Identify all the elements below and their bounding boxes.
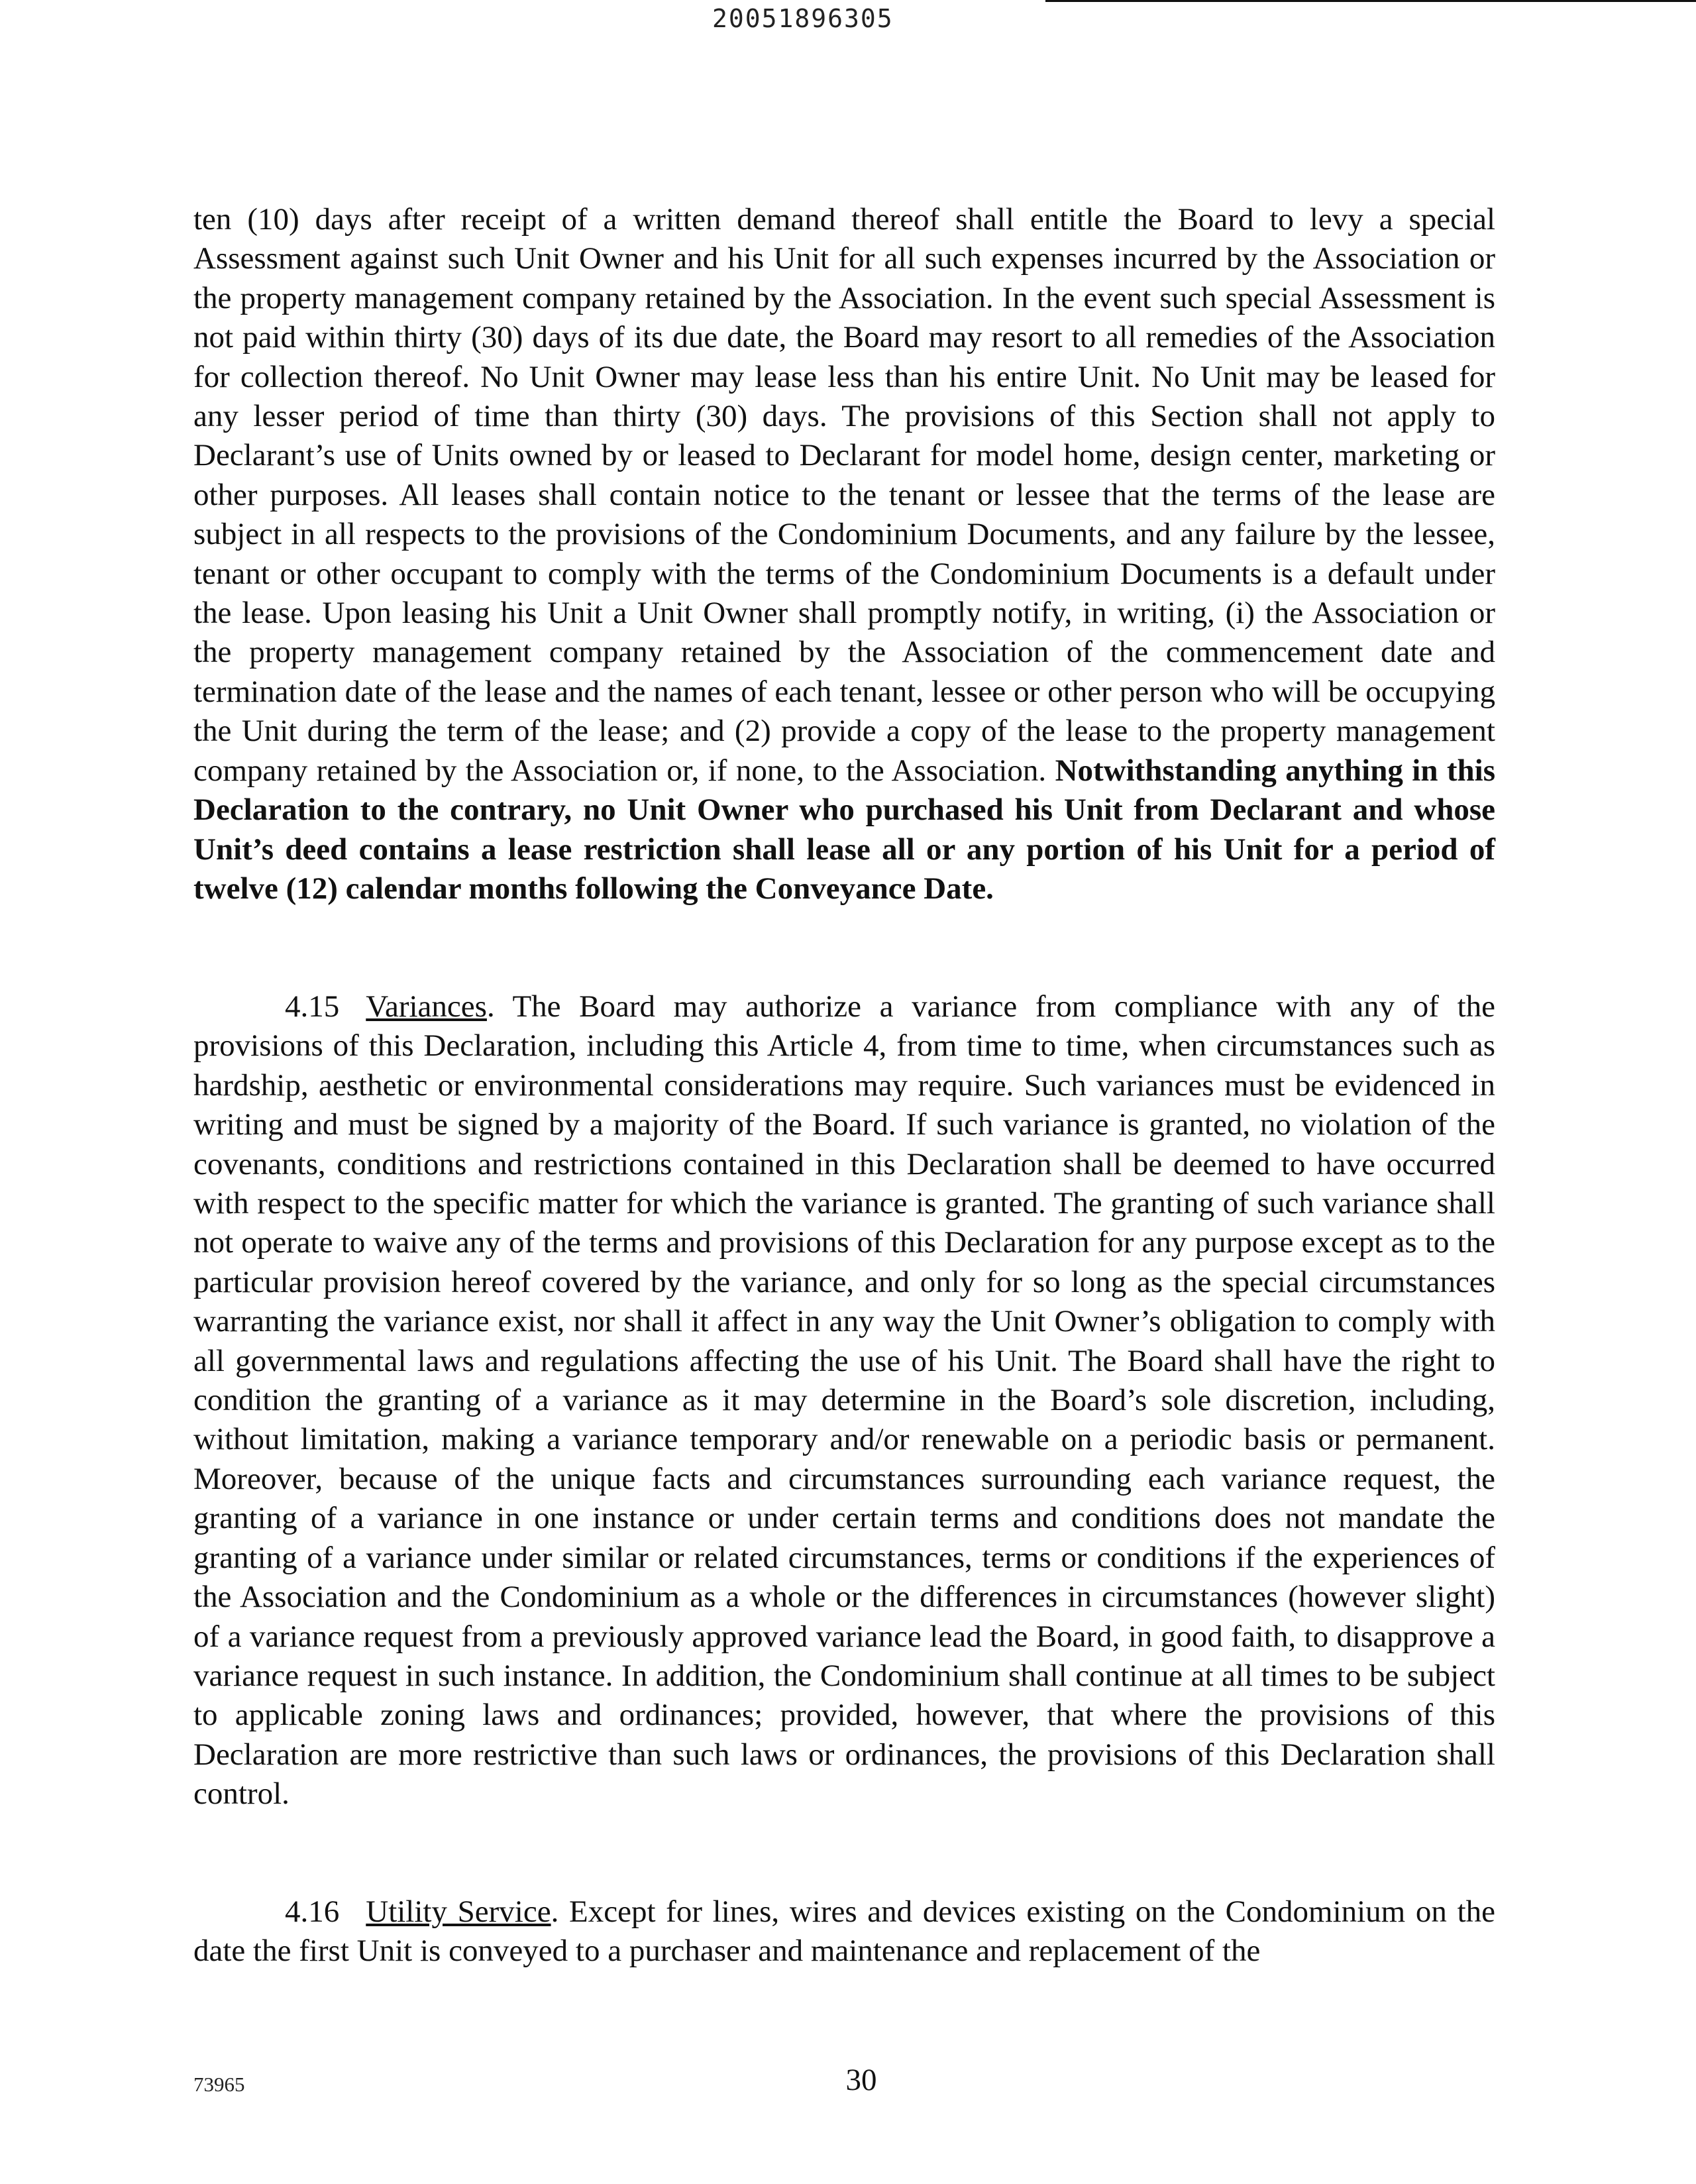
footer-document-id: 73965 — [193, 2073, 245, 2096]
paragraph-text: ten (10) days after receipt of a written demand thereof shall entitle the Board to levy a special Assessment against such Unit Owner and his Unit for all such expenses incurred by the Association or the property management company retained by the Association. In the event such special Assessment is not paid within thirty (30) days of its due date, the Board may resort to all remedies of the Association for collection thereof. No Unit Owner may lease less than his entire Unit. No Unit may be leased for any lesser period of time than thirty (30) days. The provisions of this Section shall not apply to Declarant’s use of Units owned by or leased to Declarant for model home, design center, marketing or other purposes. All leases shall contain notice to the tenant or lessee that the terms of the lease are subject in all respects to the provisions of the Condominium Documents, and any failure by the lessee, tenant or other occupant to comply with the terms of the Condominium Documents is a default under the lease. Upon leasing his Unit a Unit Owner shall promptly notify, in writing, (i) the Association or the property management company retained by the Association of the commencement date and termination date of the lease and the names of each tenant, lessee or other person who will be occupying the Unit during the term of the lease; and (2) provide a copy of the lease to the property management company retained by the Association or, if none, to the Association. — [193, 202, 1495, 788]
section-text: . The Board may authorize a variance from compliance with any of the provisions of this Declaration, including this Article 4, from time to time, when circumstances such as hardship, aesthetic or environmental considerations may require. Such variances must be evidenced in writing and must be signed by a majority of the Board. If such variance is granted, no violation of the covenants, conditions and restrictions contained in this Declaration shall be deemed to have occurred with respect to the specific matter for which the variance is granted. The granting of such variance shall not operate to waive any of the terms and provisions of this Declaration for any purpose except as to the particular provision hereof covered by the variance, and only for so long as the special circumstances warranting the variance exist, nor shall it affect in any way the Unit Owner’s obligation to comply with all governmental laws and regulations affecting the use of his Unit. The Board shall have the right to condition the granting of a variance as it may determine in the Board’s sole discretion, including, without limitation, making a variance temporary and/or renewable on a periodic basis or permanent. Moreover, because of the unique facts and circumstances surrounding each variance request, the granting of a variance in one instance or under certain terms and conditions does not mandate the granting of a variance under similar or related circumstances, terms or conditions if the experiences of the Association and the Condominium as a whole or the differences in circumstances (however slight) of a variance request from a previously approved variance lead the Board, in good faith, to disapprove a variance request in such instance. In addition, the Condominium shall continue at all times to be subject to applicable zoning laws and ordinances; provided, however, that where the provisions of this Declaration are more restrictive than such laws or ordinances, the provisions of this Declaration shall control. — [193, 989, 1495, 1812]
section-heading: Utility Service — [366, 1894, 551, 1929]
page-number: 30 — [845, 2063, 877, 2097]
section-number: 4.16 — [285, 1894, 340, 1929]
paragraph-leasing-continued — [193, 200, 1495, 908]
section-4-15-variances — [193, 987, 1495, 1814]
section-heading: Variances — [366, 989, 487, 1024]
section-text: . Except for lines, wires and devices existing on the Condominium on the date the first Unit is conveyed to a purchaser and maintenance and replacement of the — [193, 1894, 1495, 1969]
section-number: 4.15 — [285, 989, 340, 1024]
top-rule — [1045, 0, 1696, 2]
bold-lease-restriction: Notwithstanding anything in this Declaration to the contrary, no Unit Owner who purchased his Unit from Declarant and whose Unit’s deed contains a lease restriction shall lease all or any portion of his Unit for a period of twelve (12) calendar months following the Conveyance Date. — [193, 753, 1495, 906]
document-number: 20051896305 — [712, 4, 894, 33]
section-4-16-utility-service — [193, 1892, 1495, 1971]
